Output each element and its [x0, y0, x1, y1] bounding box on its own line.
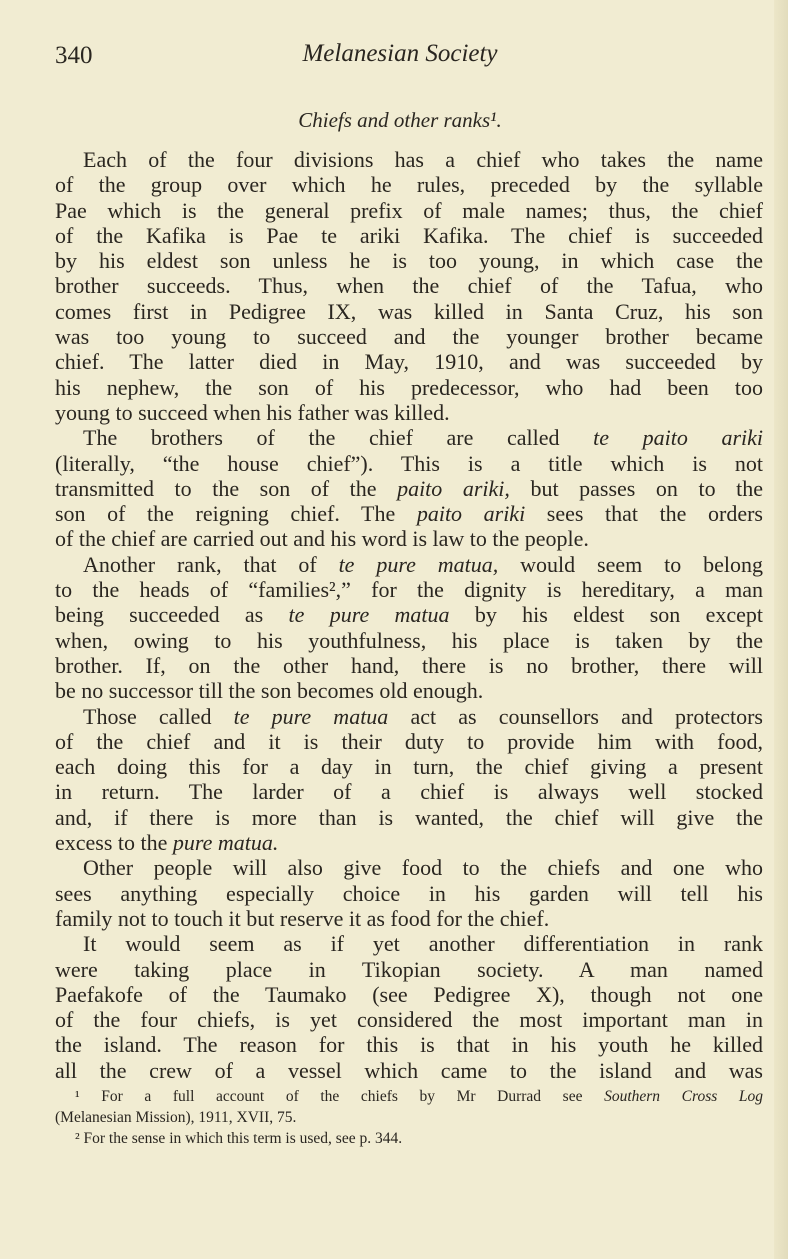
text-line: [55, 779, 763, 804]
running-title: Melanesian Society: [302, 40, 498, 67]
text-run: It would seem as if yet another differentiation in rank: [83, 931, 763, 957]
text-run: Each of the four divisions has a chief who takes the name: [83, 147, 763, 172]
text-line: [55, 577, 763, 602]
text-line: [55, 476, 763, 501]
text-run: ¹ For a full account of the chiefs by Mr Durrad see: [75, 1088, 605, 1105]
text-run: would seem to belong: [498, 551, 763, 577]
text-line: [55, 172, 763, 197]
text-run: by his eldest son except: [449, 602, 763, 628]
text-line: [55, 299, 763, 324]
italic-term: te pure matua,: [338, 551, 499, 577]
text-line: [55, 704, 763, 729]
text-run: to the heads of “families²,” for the dignity is hereditary, a man: [55, 577, 763, 603]
text-run: all the crew of a vessel which came to the island and was: [55, 1057, 763, 1083]
text-line: [55, 678, 763, 703]
text-run: his nephew, the son of his predecessor, who had been too: [55, 374, 763, 400]
body-text: [55, 147, 763, 1083]
text-line: [55, 273, 763, 298]
page-number: 340: [55, 42, 93, 69]
text-run: be no successor till the son becomes old enough.: [55, 678, 484, 704]
text-line: [55, 1032, 763, 1057]
text-line: [55, 324, 763, 349]
text-line: [55, 906, 763, 931]
text-run: of the chief and it is their duty to provide him with food,: [55, 728, 763, 754]
text-line: [55, 400, 763, 425]
section-heading: Chiefs and other ranks¹.: [298, 108, 502, 132]
text-run: being succeeded as: [55, 602, 289, 628]
text-run: chief. The latter died in May, 1910, and was succeeded by: [55, 349, 763, 375]
text-run: family not to touch it but reserve it as food for the chief.: [55, 905, 550, 931]
text-run: young to succeed when his father was killed.: [55, 399, 450, 425]
text-line: [55, 1058, 763, 1083]
text-run: each doing this for a day in turn, the chief giving a present: [55, 754, 763, 780]
text-line: [55, 501, 763, 526]
text-run: the island. The reason for this is that in his youth he killed: [55, 1032, 763, 1058]
page-edge-shadow: [774, 0, 788, 1259]
text-line: [55, 628, 763, 653]
text-line: [55, 855, 763, 880]
text-run: transmitted to the son of the: [55, 475, 398, 501]
text-run: in return. The larder of a chief is always well stocked: [55, 779, 763, 805]
text-run: Another rank, that of: [83, 551, 339, 577]
italic-term: te pure matua: [288, 602, 450, 628]
italic-term: te paito ariki: [593, 425, 763, 451]
text-run: of the Kafika is Pae te ariki Kafika. The chief is succeeded: [55, 222, 763, 248]
text-line: [55, 223, 763, 248]
text-run: Paefakofe of the Taumako (see Pedigree X), though not one: [55, 981, 763, 1007]
text-run: were taking place in Tikopian society. A man named: [55, 956, 763, 982]
text-line: [55, 552, 763, 577]
text-run: (literally, “the house chief”). This is a title which is not: [55, 450, 763, 476]
text-run: Those called: [83, 703, 234, 729]
text-run: of the four chiefs, is yet considered the most important man in: [55, 1007, 763, 1033]
text-line: [55, 830, 763, 855]
text-run: when, owing to his youthfulness, his place is taken by the: [55, 627, 763, 653]
text-line: [55, 653, 763, 678]
text-run: of the group over which he rules, preceded by the syllable: [55, 172, 763, 198]
text-line: [55, 526, 763, 551]
text-line: [55, 602, 763, 627]
footnote-line: [55, 1086, 763, 1107]
text-line: [55, 931, 763, 956]
text-run: sees anything especially choice in his garden will tell his: [55, 880, 763, 906]
italic-term: pure matua.: [172, 830, 279, 856]
text-run: excess to the: [55, 830, 173, 856]
text-run: act as counsellors and protectors: [388, 703, 763, 729]
italic-term: paito ariki,: [397, 475, 510, 501]
text-line: [55, 754, 763, 779]
text-run: but passes on to the: [509, 475, 763, 501]
text-run: Other people will also give food to the chiefs and one who: [83, 855, 763, 881]
italic-term: te pure matua: [233, 703, 389, 729]
text-run: sees that the orders: [525, 501, 763, 527]
text-line: [55, 1007, 763, 1032]
text-line: [55, 425, 763, 450]
text-line: [55, 248, 763, 273]
footnote-line: [55, 1107, 763, 1128]
text-line: [55, 982, 763, 1007]
text-line: [55, 198, 763, 223]
text-line: [55, 881, 763, 906]
footnote-line: [55, 1128, 763, 1149]
text-run: comes first in Pedigree IX, was killed in Santa Cruz, his son: [55, 298, 763, 324]
text-line: [55, 957, 763, 982]
text-line: [55, 375, 763, 400]
text-line: [55, 805, 763, 830]
text-run: of the chief are carried out and his word is law to the people.: [55, 526, 589, 552]
text-run: Pae which is the general prefix of male names; thus, the chief: [55, 197, 763, 223]
text-run: brother. If, on the other hand, there is no brother, there will: [55, 652, 763, 678]
text-run: (Melanesian Mission), 1911, XVII, 75.: [55, 1109, 297, 1126]
text-run: by his eldest son unless he is too young, in which case the: [55, 248, 763, 274]
text-run: brother succeeds. Thus, when the chief of the Tafua, who: [55, 273, 763, 299]
text-run: son of the reigning chief. The: [55, 501, 417, 527]
text-run: ² For the sense in which this term is used, see p. 344.: [75, 1130, 403, 1147]
footnotes: [55, 1086, 763, 1149]
text-run: The brothers of the chief are called: [83, 425, 594, 451]
text-run: and, if there is more than is wanted, the chief will give the: [55, 804, 763, 830]
text-line: [55, 729, 763, 754]
italic-term: Southern Cross Log: [604, 1088, 763, 1105]
text-run: was too young to succeed and the younger brother became: [55, 324, 763, 350]
text-line: [55, 147, 763, 172]
text-line: [55, 349, 763, 374]
text-line: [55, 451, 763, 476]
italic-term: paito ariki: [416, 501, 526, 527]
